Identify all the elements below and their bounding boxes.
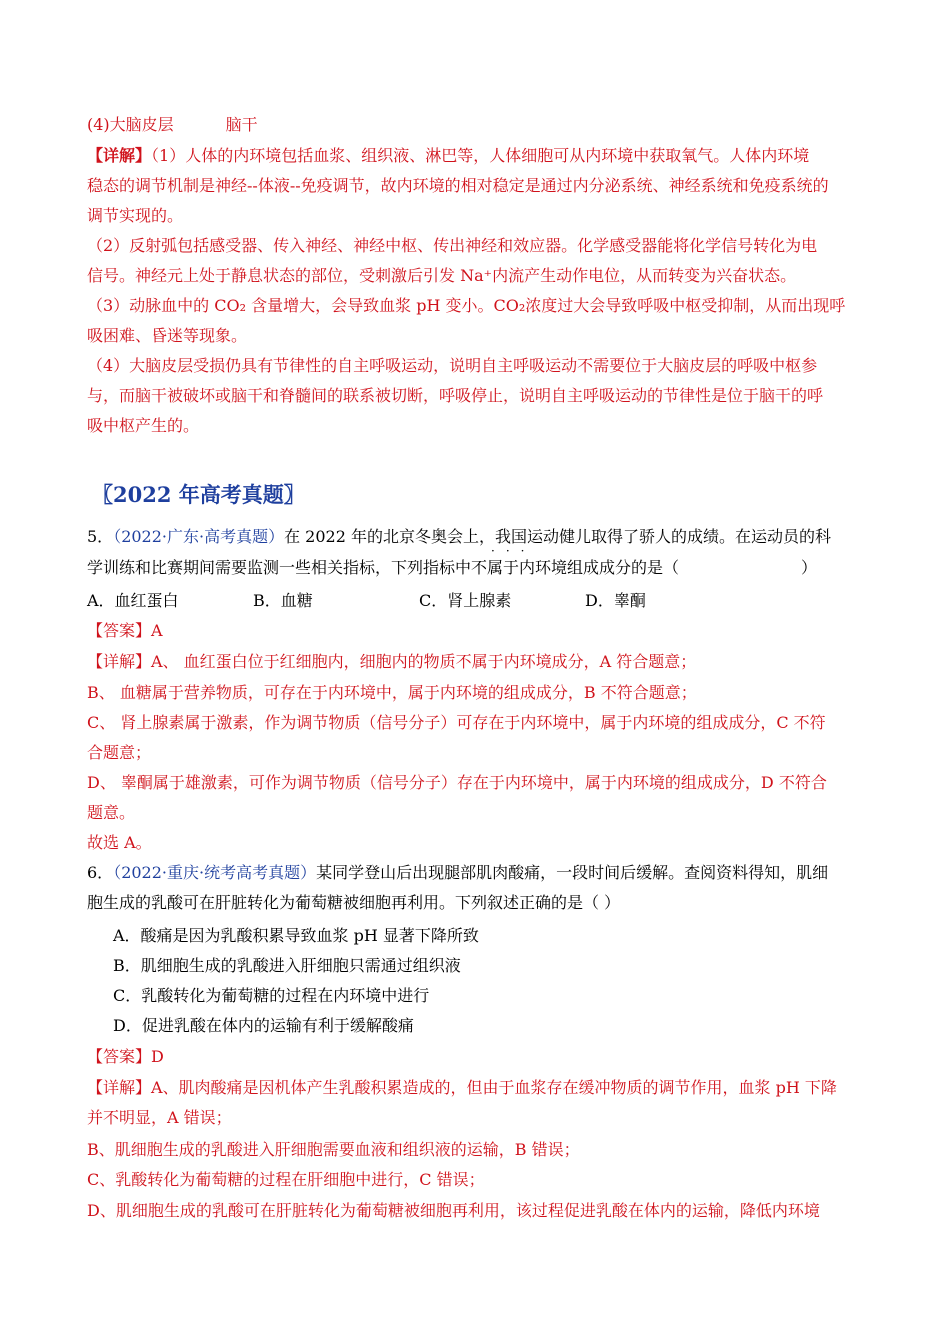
detail-p3-line1: （3）动脉血中的 CO₂ 含量增大，会导致血浆 pH 变小。CO₂浓度过大会导致呼吸中枢受抑制，从而出现呼 — [87, 296, 846, 315]
q6-detail-line3: B、肌细胞生成的乳酸进入肝细胞需要血液和组织液的运输，B 错误； — [87, 1140, 580, 1159]
q5-option-a: A．血红蛋白 — [87, 591, 179, 610]
q6-stem-line1 — [87, 863, 828, 883]
q5-detail-line5: D、 睾酮属于雄激素，可作为调节物质（信号分子）存在于内环境中，属于内环境的组成成分，D 不符合 — [87, 773, 827, 792]
q5-detail-line6: 题意。 — [87, 803, 136, 822]
detail-p1-line2: 稳态的调节机制是神经--体液--免疫调节，故内环境的相对稳定是通过内分泌系统、神经系统和免疫系统的 — [87, 176, 829, 195]
q5-stem-line2 — [87, 558, 817, 578]
q6-stem-line2: 胞生成的乳酸可在肝脏转化为葡萄糖被细胞再利用。下列叙述正确的是（ ） — [87, 893, 621, 912]
q5-detail-line2: B、 血糖属于营养物质，可存在于内环境中，属于内环境的组成成分，B 不符合题意； — [87, 683, 697, 702]
q6-option-c: C．乳酸转化为葡萄糖的过程在内环境中进行 — [113, 986, 430, 1005]
q6-answer: 【答案】D — [87, 1047, 164, 1066]
detail-p1-line1 — [87, 146, 809, 166]
detail-p2-line2: 信号。神经元上处于静息状态的部位，受刺激后引发 Na⁺内流产生动作电位，从而转变为兴奋状态。 — [87, 266, 797, 285]
q5-stem-text-2: 学训练和比赛期间需要监测一些相关指标，下列指标中不属于内环境组成成分的是（ — [87, 558, 680, 577]
q5-number: 5． — [87, 527, 114, 546]
detail-p4-line2: 与，而脑干被破坏或脑干和脊髓间的联系被切断，呼吸停止，说明自主呼吸运动的节律性是位于脑干的呼 — [87, 386, 824, 405]
q5-option-c: C．肾上腺素 — [419, 591, 512, 610]
answer-4-part-b: 脑干 — [225, 115, 258, 134]
q5-detail-line3: C、 肾上腺素属于激素，作为调节物质（信号分子）可存在于内环境中，属于内环境的组成成分，C 不符 — [87, 713, 826, 732]
answer-4-part-a: (4)大脑皮层 — [87, 115, 174, 134]
detail-p4-line1: （4）大脑皮层受损仍具有节律性的自主呼吸运动，说明自主呼吸运动不需要位于大脑皮层的呼吸中枢参 — [87, 356, 818, 375]
q5-option-b: B．血糖 — [253, 591, 313, 610]
detail-p3-line2: 吸困难、昏迷等现象。 — [87, 326, 248, 345]
q6-detail-line5: D、肌细胞生成的乳酸可在肝脏转化为葡萄糖被细胞再利用，该过程促进乳酸在体内的运输，降低内环境 — [87, 1201, 820, 1220]
q6-detail-line2: 并不明显，A 错误； — [87, 1108, 232, 1127]
q6-option-b: B．肌细胞生成的乳酸进入肝细胞只需通过组织液 — [113, 956, 461, 975]
q5-detail-line1: 【详解】A、 血红蛋白位于红细胞内，细胞内的物质不属于内环境成分，A 符合题意； — [87, 652, 697, 671]
detail-text: （1）人体的内环境包括血浆、组织液、淋巴等，人体细胞可从内环境中获取氧气。人体内环境 — [151, 146, 810, 165]
q5-stem-line1 — [87, 527, 831, 547]
detail-p2-line1: （2）反射弧包括感受器、传入神经、神经中枢、传出神经和效应器。化学感受器能将化学信号转化为电 — [87, 236, 818, 255]
detail-p4-line3: 吸中枢产生的。 — [87, 416, 200, 435]
q6-source: （2022·重庆·统考高考真题） — [113, 863, 317, 882]
q6-detail-line4: C、乳酸转化为葡萄糖的过程在肝细胞中进行，C 错误； — [87, 1170, 485, 1189]
q5-stem-text: 在 2022 年的北京冬奥会上，我国运动健儿取得了骄人的成绩。在运动员的科 — [284, 527, 831, 546]
q6-detail-line1: 【详解】A、肌肉酸痛是因机体产生乳酸积累造成的，但由于血浆存在缓冲物质的调节作用，血浆 pH 下降 — [87, 1078, 837, 1097]
detail-p1-line3: 调节实现的。 — [87, 206, 184, 225]
q5-answer: 【答案】A — [87, 621, 163, 640]
q6-number: 6． — [87, 863, 114, 882]
q5-option-d: D．睾酮 — [585, 591, 646, 610]
q5-source: （2022·广东·高考真题） — [113, 527, 285, 546]
q5-stem-close: ） — [801, 558, 818, 577]
emphasis-dots: ··· — [491, 544, 536, 558]
q6-option-a: A．酸痛是因为乳酸积累导致血浆 pH 显著下降所致 — [113, 926, 479, 945]
q5-detail-line4: 合题意； — [87, 743, 152, 762]
detail-tag: 【详解】 — [87, 146, 152, 165]
q5-detail-line7: 故选 A。 — [87, 833, 152, 852]
q6-stem-text: 某同学登山后出现腿部肌肉酸痛，一段时间后缓解。查阅资料得知，肌细 — [316, 863, 829, 882]
answer-line-4 — [87, 115, 258, 135]
q6-option-d: D．促进乳酸在体内的运输有利于缓解酸痛 — [113, 1016, 414, 1035]
section-title: 〖2022 年高考真题〗 — [92, 482, 305, 507]
